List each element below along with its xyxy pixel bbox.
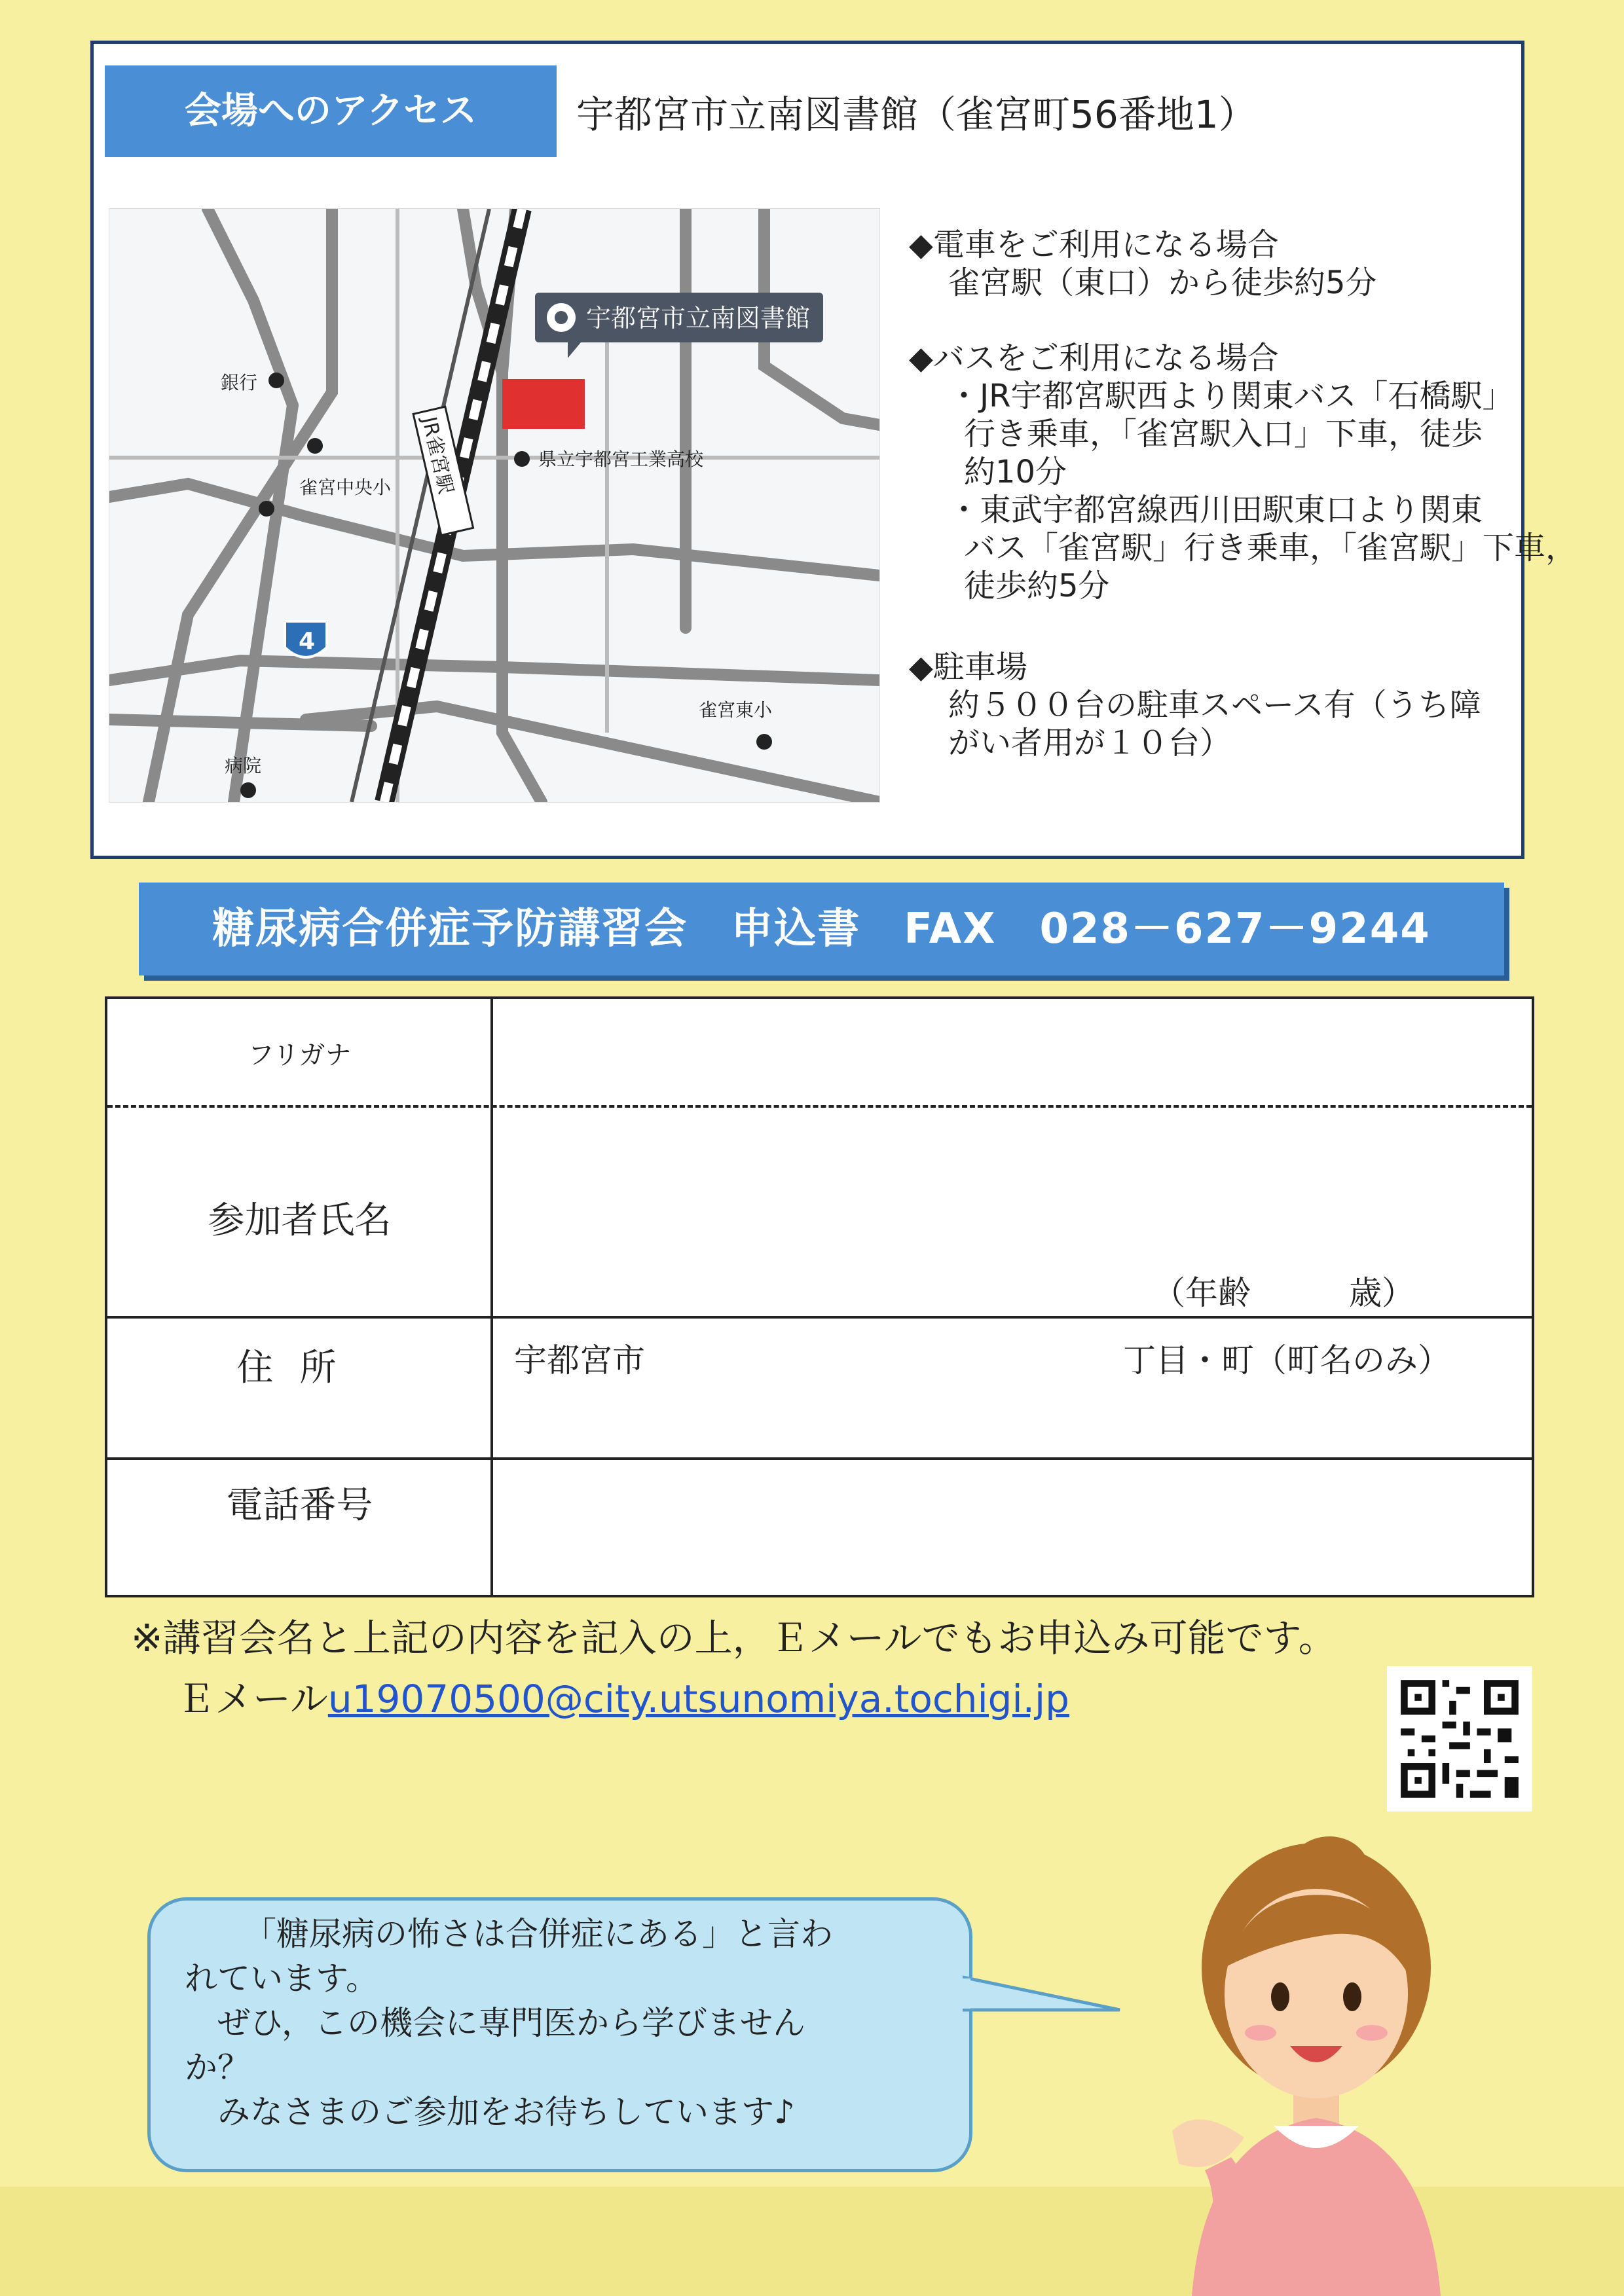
email-link[interactable]: u19070500@city.utsunomiya.tochigi.jp — [327, 1677, 1069, 1721]
bubble-line-5: みなさまのご参加をお待ちしています♪ — [217, 2093, 795, 2131]
age-field-label: （年齢 歳） — [1153, 1274, 1414, 1312]
bus-route-1c: 約10分 — [964, 454, 1067, 490]
parking-heading: ◆駐車場 — [909, 649, 1027, 685]
map-school-chuo-label: 雀宮中央小 — [299, 477, 392, 498]
speech-bubble-tail — [963, 1971, 1126, 2023]
bubble-line-3: ぜひ，この機会に専門医から学びません — [217, 2004, 805, 2042]
bus-route-1b: 行き乗車，「雀宮駅入口」下車，徒歩 — [964, 416, 1483, 452]
info-train — [909, 226, 1377, 302]
woman-illustration — [1133, 1830, 1486, 2296]
form-title: 糖尿病合併症予防講習会 申込書 FAX 028－627－9244 — [139, 883, 1504, 975]
email-note: ※講習会名と上記の内容を記入の上，Ｅメールでもお申込み可能です。 — [131, 1616, 1337, 1660]
bubble-line-1: 「糖尿病の怖さは合併症にある」と言わ — [244, 1915, 833, 1953]
furigana-field[interactable] — [498, 1002, 1526, 1100]
map-kogyo-label: 県立宇都宮工業高校 — [538, 448, 704, 470]
train-detail: 雀宮駅（東口）から徒歩約5分 — [948, 264, 1377, 301]
info-parking — [909, 648, 1481, 762]
access-map — [109, 208, 880, 803]
map-station-label: JR雀宮駅 — [417, 414, 458, 496]
speech-bubble-text — [185, 1912, 957, 2134]
address-town-hint: 丁目・町（町名のみ） — [1123, 1341, 1450, 1379]
parking-detail-2: がい者用が１０台） — [948, 725, 1232, 761]
phone-label: 電話番号 — [226, 1484, 373, 1527]
furigana-label: フリガナ — [248, 1040, 352, 1070]
row-divider-2 — [107, 1457, 1532, 1460]
map-bank-label: 銀行 — [221, 372, 258, 393]
qr-code-icon — [1387, 1666, 1532, 1812]
row-divider-1 — [107, 1316, 1532, 1319]
map-route-number: 4 — [299, 628, 316, 655]
bus-route-2b: バス「雀宮駅」行き乗車，「雀宮駅」下車， — [964, 530, 1578, 566]
email-prefix: Ｅメール — [177, 1677, 328, 1721]
address-label: 住所 — [236, 1347, 363, 1389]
participant-name-label: 参加者氏名 — [208, 1199, 392, 1242]
bus-route-2a: ・東武宇都宮線西川田駅東口より関東 — [948, 492, 1483, 528]
furigana-divider — [107, 1105, 1532, 1108]
participant-name-field[interactable] — [498, 1113, 1526, 1257]
email-line — [177, 1668, 1069, 1723]
map-hospital-label: 病院 — [225, 755, 262, 776]
access-heading: 会場へのアクセス — [105, 65, 557, 157]
address-city: 宇都宮市 — [514, 1341, 645, 1379]
bubble-line-2: れています。 — [185, 1959, 378, 1997]
parking-detail-1: 約５００台の駐車スペース有（うち障 — [948, 687, 1481, 723]
venue-address: 宇都宮市立南図書館（雀宮町56番地1） — [576, 92, 1257, 137]
train-heading: ◆電車をご利用になる場合 — [909, 227, 1279, 263]
bus-route-1a: ・JR宇都宮駅西より関東バス「石橋駅」 — [948, 378, 1514, 414]
bus-heading: ◆バスをご利用になる場合 — [909, 340, 1279, 376]
library-marker — [502, 379, 585, 429]
address-field[interactable] — [498, 1381, 1526, 1453]
bus-route-2c: 徒歩約5分 — [964, 568, 1110, 604]
phone-field[interactable] — [498, 1464, 1526, 1592]
info-bus — [909, 339, 1577, 605]
map-school-higashi-label: 雀宮東小 — [699, 699, 773, 721]
bubble-line-4: か？ — [185, 2049, 250, 2086]
map-library-label: 宇都宮市立南図書館 — [586, 304, 811, 333]
